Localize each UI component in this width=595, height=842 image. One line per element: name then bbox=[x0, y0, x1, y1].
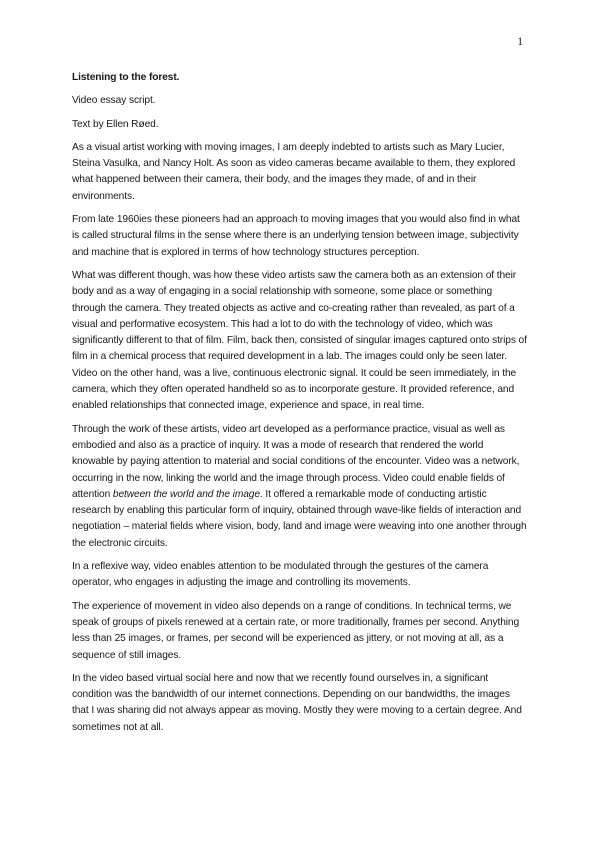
paragraph-6 bbox=[72, 599, 528, 664]
paragraph-text: In a reflexive way, video enables attention to be modulated through the gestures of the camera operator, who engages in adjusting the image and controlling its movements. bbox=[72, 561, 489, 589]
paragraph-text: What was different though, was how these video artists saw the camera both as an extension of their body and as a way of engaging in a social relationship with someone, some place or something through the camera. They treated objects as active and co-creating rather than revealed, as part of a visual and performative ecosystem. This had a lot to do with the technology of video, which was significantly different to that of film. Film, back then, consisted of singular images captured onto strips of film in a chemical process that required development in a lab. The images could only be seen later. Video on the other hand, was a live, continuous electronic signal. It could be seen immediately, in the camera, which they often operated handheld so as to incorporate gesture. It provided reference, and enabled relationships that connected image, experience and space, in real time. bbox=[72, 269, 527, 412]
document-title: Listening to the forest. bbox=[72, 72, 180, 83]
paragraph-4 bbox=[72, 422, 528, 552]
emphasized-phrase: between the world and the image bbox=[112, 488, 260, 500]
paragraph-text: The experience of movement in video also depends on a range of conditions. In technical terms, we speak of groups of pixels renewed at a certain rate, or more traditionally, frames per second. Anything less than 25 images, or frames, per second will be experienced as jittery, or not moving at all, as a sequence of still images. bbox=[72, 600, 520, 661]
paragraph-text: . It offered a remarkable mode of conducting artistic research by enabling this particular form of inquiry, obtained through wave-like fields of interaction and negotiation – material fields where vision, body, land and image were weaving into one another through the electronic circuits. bbox=[72, 488, 527, 549]
paragraph-text: In the video based virtual social here and now that we recently found ourselves in, a significant condition was the bandwidth of our internet connections. Depending on our bandwidths, the images that I was sharing did not always appear as moving. Mostly they were moving to a certain degree. And sometimes not at all. bbox=[72, 672, 522, 733]
document-author: Text by Ellen Røed. bbox=[72, 118, 159, 130]
paragraph-2 bbox=[72, 212, 528, 261]
paragraph-7 bbox=[72, 671, 528, 736]
paragraph-text: Through the work of these artists, video art developed as a performance practice, visual as well as embodied and also as a practice of inquiry. It was a mode of research that rendered the world knowable by paying attention to material and social conditions of the encounter. Video was a network, occurring in the now, linking the world and the image through process. Video could enable fields of attention bbox=[72, 423, 520, 500]
document-body bbox=[72, 70, 528, 743]
paragraph-text: As a visual artist working with moving images, I am deeply indebted to artists such as Mary Lucier, Steina Vasulka, and Nancy Holt. As soon as video cameras became available to them, they explored what happened between their camera, their body, and the images they made, of and in their environments. bbox=[72, 141, 516, 202]
paragraph-1 bbox=[72, 140, 528, 205]
paragraph-5 bbox=[72, 559, 528, 592]
paragraph-3 bbox=[72, 268, 528, 415]
page-number: 1 bbox=[517, 36, 523, 48]
paragraph-text: From late 1960ies these pioneers had an approach to moving images that you would also find in what is called structural films in the sense where there is an underlying tension between image, subjectivity and machine that is explored in terms of how technology structures perception. bbox=[72, 214, 520, 258]
document-subtitle: Video essay script. bbox=[72, 95, 156, 107]
